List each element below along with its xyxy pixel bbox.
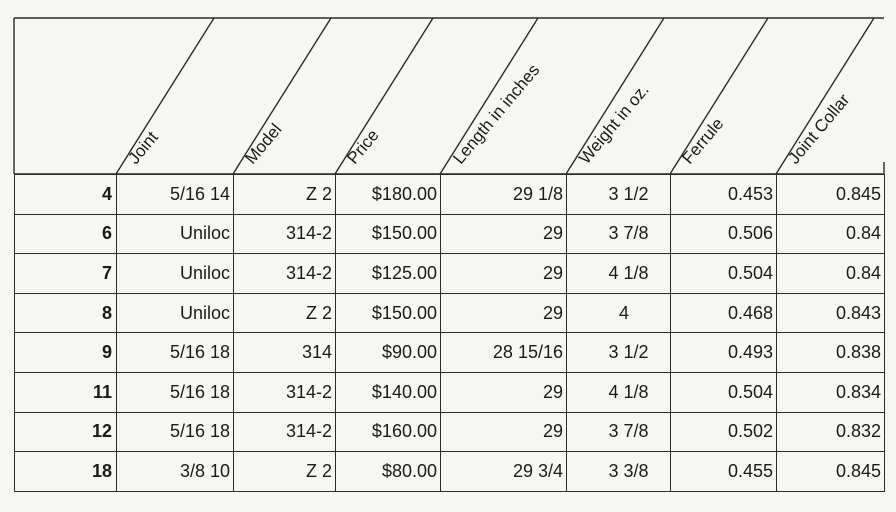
cell-joint: Uniloc xyxy=(117,293,234,333)
row-id: 7 xyxy=(15,254,117,294)
header-ferrule: Ferrule xyxy=(678,114,728,168)
cell-price: $150.00 xyxy=(336,293,441,333)
cell-weight: 3 3/8 xyxy=(567,452,671,492)
cell-joint: Uniloc xyxy=(117,214,234,254)
table-row xyxy=(15,372,885,412)
row-id: 8 xyxy=(15,293,117,333)
row-id: 11 xyxy=(15,372,117,412)
cell-joint-collar: 0.84 xyxy=(777,254,885,294)
data-table xyxy=(14,174,885,492)
row-id: 6 xyxy=(15,214,117,254)
cell-joint: 5/16 18 xyxy=(117,372,234,412)
cell-model: 314-2 xyxy=(234,412,336,452)
cell-ferrule: 0.504 xyxy=(671,372,777,412)
table-row xyxy=(15,452,885,492)
cell-length: 28 15/16 xyxy=(441,333,567,373)
header-joint-collar: Joint Collar xyxy=(784,90,854,168)
cell-length: 29 xyxy=(441,254,567,294)
cell-joint-collar: 0.838 xyxy=(777,333,885,373)
cell-joint: 5/16 18 xyxy=(117,333,234,373)
cell-length: 29 3/4 xyxy=(441,452,567,492)
cell-joint: 3/8 10 xyxy=(117,452,234,492)
cell-ferrule: 0.504 xyxy=(671,254,777,294)
table-row xyxy=(15,412,885,452)
cell-ferrule: 0.506 xyxy=(671,214,777,254)
cell-price: $140.00 xyxy=(336,372,441,412)
table-row xyxy=(15,214,885,254)
cell-ferrule: 0.493 xyxy=(671,333,777,373)
cell-weight: 4 1/8 xyxy=(567,372,671,412)
header-joint: Joint xyxy=(124,127,162,168)
cell-ferrule: 0.468 xyxy=(671,293,777,333)
cell-ferrule: 0.502 xyxy=(671,412,777,452)
cell-ferrule: 0.453 xyxy=(671,175,777,215)
cell-model: 314-2 xyxy=(234,214,336,254)
cell-weight: 3 1/2 xyxy=(567,333,671,373)
row-id: 18 xyxy=(15,452,117,492)
header-length: Length in inches xyxy=(449,60,544,168)
cell-model: Z 2 xyxy=(234,293,336,333)
row-id: 12 xyxy=(15,412,117,452)
cell-length: 29 xyxy=(441,214,567,254)
cell-model: Z 2 xyxy=(234,452,336,492)
cell-weight: 3 1/2 xyxy=(567,175,671,215)
table-row xyxy=(15,254,885,294)
header-model: Model xyxy=(241,119,286,168)
cell-model: 314-2 xyxy=(234,372,336,412)
table-row xyxy=(15,333,885,373)
cell-price: $160.00 xyxy=(336,412,441,452)
cell-price: $150.00 xyxy=(336,214,441,254)
cell-weight: 4 xyxy=(567,293,671,333)
header-weight: Weight in oz. xyxy=(575,80,653,168)
cell-joint-collar: 0.832 xyxy=(777,412,885,452)
cell-joint: 5/16 14 xyxy=(117,175,234,215)
cell-weight: 3 7/8 xyxy=(567,412,671,452)
cell-joint: Uniloc xyxy=(117,254,234,294)
cell-model: 314 xyxy=(234,333,336,373)
table-row xyxy=(15,293,885,333)
table-row xyxy=(15,175,885,215)
cell-model: Z 2 xyxy=(234,175,336,215)
cell-length: 29 xyxy=(441,372,567,412)
cell-price: $80.00 xyxy=(336,452,441,492)
header-price: Price xyxy=(343,125,383,168)
cell-length: 29 xyxy=(441,412,567,452)
cell-joint: 5/16 18 xyxy=(117,412,234,452)
row-id: 9 xyxy=(15,333,117,373)
row-id: 4 xyxy=(15,175,117,215)
cell-joint-collar: 0.834 xyxy=(777,372,885,412)
cell-joint-collar: 0.84 xyxy=(777,214,885,254)
cell-joint-collar: 0.845 xyxy=(777,452,885,492)
cell-length: 29 xyxy=(441,293,567,333)
cell-length: 29 1/8 xyxy=(441,175,567,215)
cell-joint-collar: 0.843 xyxy=(777,293,885,333)
cell-model: 314-2 xyxy=(234,254,336,294)
cell-weight: 3 7/8 xyxy=(567,214,671,254)
cell-weight: 4 1/8 xyxy=(567,254,671,294)
cell-price: $180.00 xyxy=(336,175,441,215)
cell-price: $90.00 xyxy=(336,333,441,373)
cell-joint-collar: 0.845 xyxy=(777,175,885,215)
cell-price: $125.00 xyxy=(336,254,441,294)
cell-ferrule: 0.455 xyxy=(671,452,777,492)
